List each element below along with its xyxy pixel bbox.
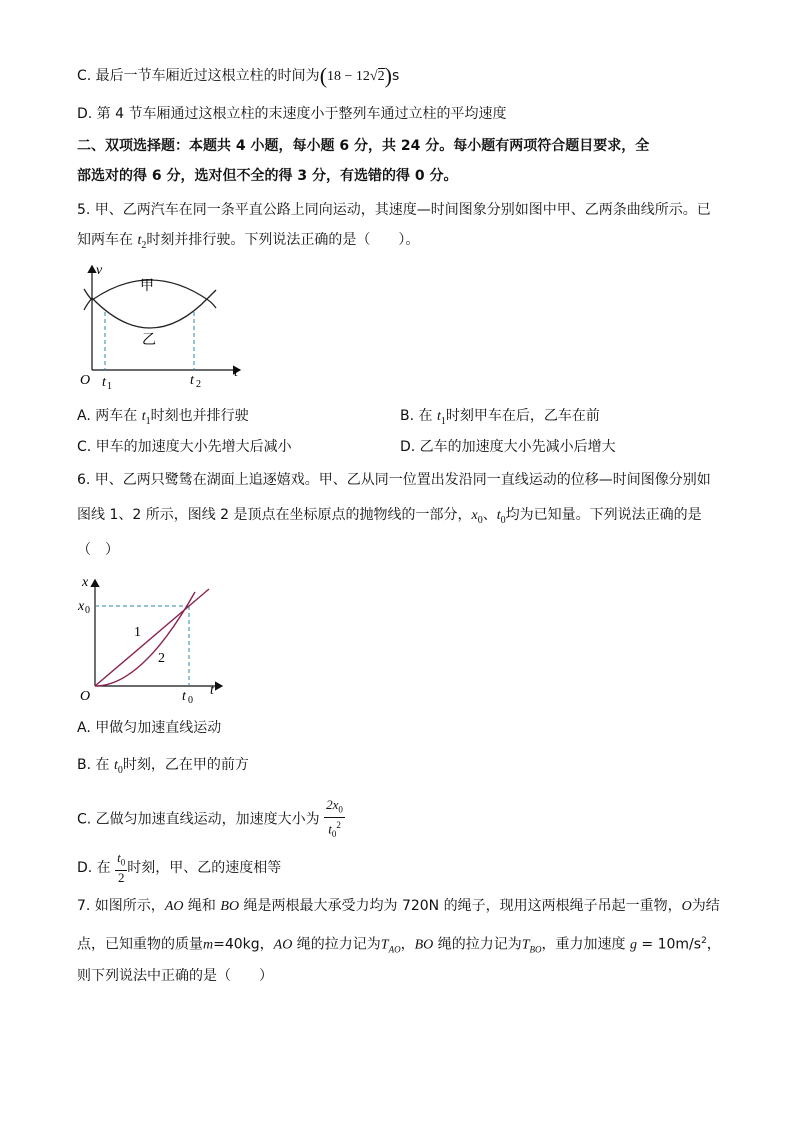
q6-t-label: t bbox=[210, 683, 214, 698]
q5-velocity-time-graph bbox=[78, 258, 253, 393]
q5-v-label: v bbox=[96, 263, 103, 278]
q5-t-label: t bbox=[234, 365, 238, 380]
q5-stem-line2: 知两车在 $t_2$时刻并排行驶。下列说法正确的是（ ）。 bbox=[77, 232, 420, 251]
prev-option-c: C. 最后一节车厢近过这根立柱的时间为(18 − 12√2)s bbox=[77, 63, 400, 88]
q6-x-label: x bbox=[82, 575, 89, 590]
q6-time-fraction: $\frac{t_0}{2}$ bbox=[117, 850, 126, 885]
q5-origin-label: O bbox=[80, 373, 91, 388]
q6-stem-line1: 6. 甲、乙两只鹭鸶在湖面上追逐嬉戏。甲、乙从同一位置出发沿同一直线运动的位移—时间图像分别如 bbox=[77, 472, 711, 488]
q5-t2-label: t bbox=[190, 373, 194, 388]
q5-option-d: D. 乙车的加速度大小先减小后增大 bbox=[400, 439, 616, 455]
q6-option-a: A. 甲做匀加速直线运动 bbox=[77, 720, 222, 736]
prev-option-d: D. 第 4 节车厢通过这根立柱的末速度小于整列车通过立柱的平均速度 bbox=[77, 106, 507, 122]
q5-option-c: C. 甲车的加速度大小先增大后减小 bbox=[77, 439, 292, 455]
q5-jia-label: 甲 bbox=[140, 279, 154, 294]
q7-stem-line1: 7. 如图所示，AO 绳和 BO 绳是两根最大承受力均为 720N 的绳子，现用这两根绳子吊起一重物，O为结 bbox=[77, 898, 720, 914]
q6-line-1 bbox=[95, 589, 209, 686]
q6-t0-sub: 0 bbox=[188, 695, 193, 705]
q6-line2-label: 2 bbox=[158, 651, 165, 666]
q5-curve-yi-end bbox=[208, 290, 216, 298]
q6-x0-label: x bbox=[78, 599, 85, 614]
q6-position-time-graph bbox=[72, 570, 232, 705]
section-heading-line1: 二、双项选择题：本题共 4 小题，每小题 6 分，共 24 分。每小题有两项符合题目要求，全 bbox=[77, 138, 650, 154]
q7-stem-line2: 点，已知重物的质量m=40kg，AO 绳的拉力记为$T_{AO}$，BO 绳的拉力记为$T_{BO}$，重力加速度 $g = 10m/s^2$， bbox=[77, 936, 721, 955]
q5-t1-label: t bbox=[102, 375, 106, 390]
q6-option-b: B. 在 $t_0$时刻，乙在甲的前方 bbox=[77, 757, 249, 776]
q7-stem-line3: 则下列说法中正确的是（ ） bbox=[77, 968, 273, 984]
q5-curve-yi-start bbox=[84, 298, 92, 310]
q5-curve-jia-tail bbox=[84, 289, 92, 300]
q6-x0-sub: 0 bbox=[85, 605, 90, 616]
q5-t1-sub: 1 bbox=[107, 381, 112, 392]
q5-option-b: B. 在 $t_1$时刻甲车在后，乙车在前 bbox=[400, 408, 600, 427]
q6-stem-line2: 图线 1、2 所示，图线 2 是顶点在坐标原点的抛物线的一部分，$x_0$、$t_0$均为已知量。下列说法正确的是 bbox=[77, 507, 702, 526]
q5-curve-yi bbox=[92, 298, 208, 328]
q6-option-d: D. 在 $\frac{t_0}{2}$ 时刻，甲、乙的速度相等 bbox=[77, 850, 282, 885]
q6-accel-fraction: $\frac{2x_0}{t_0^2}$ bbox=[326, 797, 343, 839]
section-heading-line2: 部选对的得 6 分，选对但不全的得 3 分，有选错的得 0 分。 bbox=[77, 168, 458, 184]
q6-origin-label: O bbox=[80, 689, 91, 704]
q5-t2-sub: 2 bbox=[196, 379, 201, 390]
q6-stem-line3: （ ） bbox=[77, 542, 119, 558]
q6-line1-label: 1 bbox=[134, 625, 141, 640]
q5-curve-jia-end bbox=[208, 300, 216, 308]
q5-option-a: A. 两车在 $t_1$时刻也并排行驶 bbox=[77, 408, 249, 427]
q5-yi-label: 乙 bbox=[142, 333, 156, 348]
q6-option-c: C. 乙做匀加速直线运动，加速度大小为 $\frac{2x_0}{t_0^2}$ bbox=[77, 797, 343, 839]
q5-stem-line1: 5. 甲、乙两汽车在同一条平直公路上同向运动，其速度—时间图象分别如图中甲、乙两条曲线所示。已 bbox=[77, 202, 711, 218]
q6-t0-label: t bbox=[182, 689, 186, 704]
